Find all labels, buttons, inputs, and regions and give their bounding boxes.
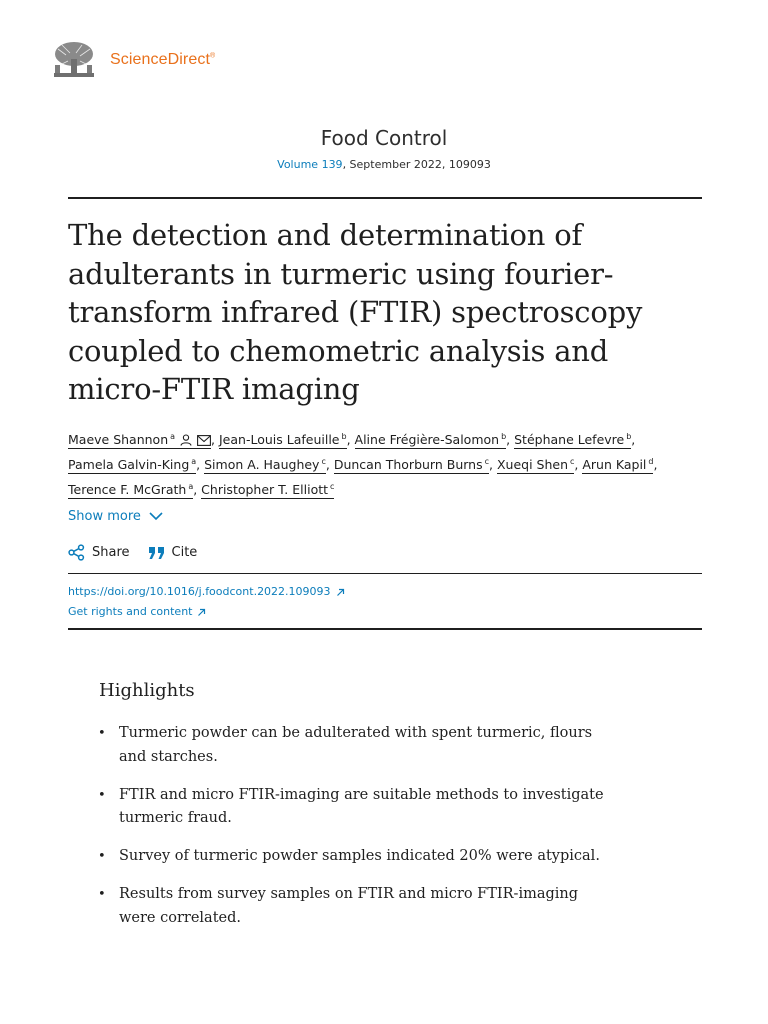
rights-link[interactable]	[68, 602, 345, 622]
issue-line	[0, 158, 768, 171]
journal-title[interactable]: Food Control	[320, 126, 448, 150]
cite-label: Cite	[171, 545, 198, 560]
highlight-item: • Turmeric powder can be adulterated with spent turmeric, flours and starches.	[98, 722, 618, 769]
divider-bottom	[68, 628, 702, 630]
author-link[interactable]: Christopher T. Elliott $^c$	[201, 482, 335, 498]
article-actions	[68, 544, 215, 561]
author-link[interactable]: Arun Kapil $^d$	[582, 457, 654, 473]
author-link[interactable]: Simon A. Haughey $^c$	[204, 457, 326, 473]
sciencedirect-logo[interactable]: ScienceDirect®	[110, 51, 216, 68]
highlights-heading: Highlights	[99, 680, 195, 701]
rights-text: Get rights and content	[68, 605, 193, 618]
author-link[interactable]: Aline Frégière-Salomon $^b$	[354, 432, 507, 448]
author-link[interactable]: Jean-Louis Lafeuille $^b$	[219, 432, 347, 448]
highlight-item: • Results from survey samples on FTIR and micro FTIR-imaging were correlated.	[98, 883, 618, 930]
elsevier-tree-icon[interactable]	[52, 41, 96, 79]
person-icon[interactable]	[180, 434, 192, 446]
highlights-list	[98, 722, 618, 945]
highlight-item: • FTIR and micro FTIR-imaging are suitable methods to investigate turmeric fraud.	[98, 784, 618, 831]
author-link[interactable]: Xueqi Shen $^c$	[496, 457, 575, 473]
volume-link[interactable]: Volume 139	[277, 158, 343, 171]
show-more-label: Show more	[68, 509, 141, 524]
issue-details: , September 2022, 109093	[342, 158, 491, 171]
author-link[interactable]: Maeve Shannon $^a$	[68, 432, 211, 449]
share-button[interactable]	[68, 544, 130, 561]
article-links	[68, 582, 345, 622]
quote-icon	[148, 546, 165, 560]
author-link[interactable]: Duncan Thorburn Burns $^c$	[333, 457, 490, 473]
external-link-icon	[197, 608, 206, 617]
article-title: The detection and determination of adulterants in turmeric using fourier-transform infrared (FTIR) spectroscopy coupled to chemometric analysis and micro-FTIR imaging	[68, 218, 643, 406]
doi-link[interactable]	[68, 582, 345, 602]
journal-info	[0, 126, 768, 171]
site-header	[52, 40, 215, 80]
share-label: Share	[92, 545, 130, 560]
external-link-icon	[336, 588, 345, 597]
author-link[interactable]: Pamela Galvin-King $^a$	[68, 457, 197, 473]
show-more-button[interactable]	[68, 509, 163, 524]
cite-button[interactable]	[148, 545, 198, 560]
share-icon	[68, 544, 85, 561]
email-icon[interactable]	[197, 435, 211, 446]
author-list: Maeve Shannon $^a$ , Jean-Louis Lafeuille $^b$, Aline Frégière-Salomon $^b$, Stéphane Lefevre $^b$, Pamela Galvin-King $^a$, Simon A. Haughey $^c$, Duncan Thorburn Burns $^c$, Xueqi Shen $^c$, Arun Kapil $^d$, Terence F. McGrath $^a$, Christopher T. Elliott $^c$	[68, 432, 658, 498]
divider-links	[68, 573, 702, 574]
doi-text: https://doi.org/10.1016/j.foodcont.2022.109093	[68, 585, 331, 598]
chevron-down-icon	[149, 512, 163, 521]
author-link[interactable]: Stéphane Lefevre $^b$	[514, 432, 632, 448]
author-link[interactable]: Terence F. McGrath $^a$	[68, 482, 194, 498]
divider-top	[68, 197, 702, 199]
highlight-item: • Survey of turmeric powder samples indicated 20% were atypical.	[98, 845, 618, 869]
